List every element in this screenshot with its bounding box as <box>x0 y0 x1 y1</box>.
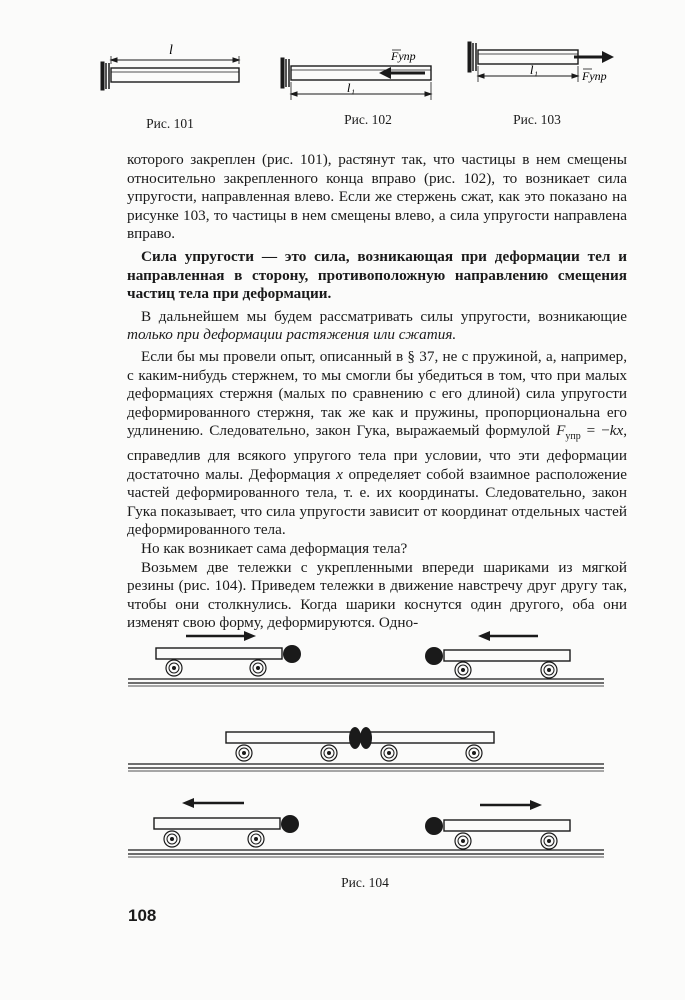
row3-cart-right <box>425 800 570 849</box>
row3-track <box>128 850 604 857</box>
paragraph-3-text: В дальнейшем мы будем рассматривать силы упругости, возникающие <box>141 307 627 325</box>
paragraph-4 <box>127 348 627 540</box>
figure-103 <box>462 38 632 102</box>
row3-cart-left <box>154 798 299 847</box>
fig101-length-label: l <box>169 43 173 58</box>
fig101-caption: Рис. 101 <box>146 116 194 131</box>
formula-subscript: упр <box>565 431 581 443</box>
fig102-force-label: Fупр <box>391 49 416 63</box>
figure-101 <box>95 36 245 106</box>
row1-track <box>128 679 604 686</box>
figure-102 <box>275 38 445 106</box>
row1-cart-right <box>425 631 570 678</box>
paragraph-3-emphasis: только при деформации растяжения или сжатия. <box>127 326 457 344</box>
body-text <box>127 151 627 633</box>
variable-x: x <box>336 465 343 483</box>
fig102-caption: Рис. 102 <box>344 112 392 127</box>
fig104-caption: Рис. 104 <box>341 875 389 890</box>
row1-cart-left <box>156 631 301 676</box>
fig102-length-label: l₁ <box>346 80 356 95</box>
row2-colliding-carts <box>226 727 494 761</box>
paragraph-5: Но как возникает сама деформация тела? <box>141 539 408 557</box>
page-number: 108 <box>128 906 157 925</box>
paragraph-4-text-c: определяет собой взаимное расположение частей деформированного тела, т. е. их координаты. Следовательно, закон Гука показывает, что сила упругости зависит от координат отдельных частей деформированного тела. <box>127 465 627 539</box>
definition-paragraph: Сила упругости — это сила, возникающая при деформации тел и направленная в сторону, противоположную направлению смещения частиц тела при деформации. <box>127 247 627 303</box>
formula-kx: kx <box>609 422 624 440</box>
formula-equals: = − <box>580 422 610 440</box>
paragraph-4-text-a: Если бы мы провели опыт, описанный в § 37, не с пружиной, а, например, с каким-нибудь стержнем, то мы смогли бы убедиться в том, что при малых деформациях стержня (малых по сравнению с его длиной) сила упругости деформированного стержня, так же как и пружины, пропорциональна его удлинению. Следовательно, закон Гука, выражаемый формулой <box>127 347 627 440</box>
paragraph-3 <box>127 308 627 345</box>
fig103-force-label: Fупр <box>582 69 607 83</box>
figure-104 <box>126 620 606 870</box>
paragraph-6: Возьмем две тележки с укрепленными впереди шариками из мягкой резины (рис. 104). Приведем тележки в движение навстречу друг другу так, чтобы они столкнулись. Когда шарики коснутся один другого, оба они изменят свою форму, деформируются. Одно- <box>127 558 627 632</box>
row2-track <box>128 764 604 771</box>
paragraph-1: которого закреплен (рис. 101), растянут так, что частицы в нем смещены относительно закрепленного конца вправо (рис. 102), то возникает сила упругости, направленная влево. Если же стержень сжат, как это показано на рисунке 103, то частицы в нем смещены влево, а сила упругости направлена вправо. <box>127 151 627 243</box>
formula-f: F <box>556 422 566 440</box>
fig103-force-arrow <box>574 51 614 63</box>
fig103-length-label: l₁ <box>529 62 539 77</box>
fig103-caption: Рис. 103 <box>513 112 561 127</box>
paragraph-4-text-b: , справедлив для всякого упругого тела при условии, что эти деформации достаточно малы. Деформация <box>127 422 627 483</box>
